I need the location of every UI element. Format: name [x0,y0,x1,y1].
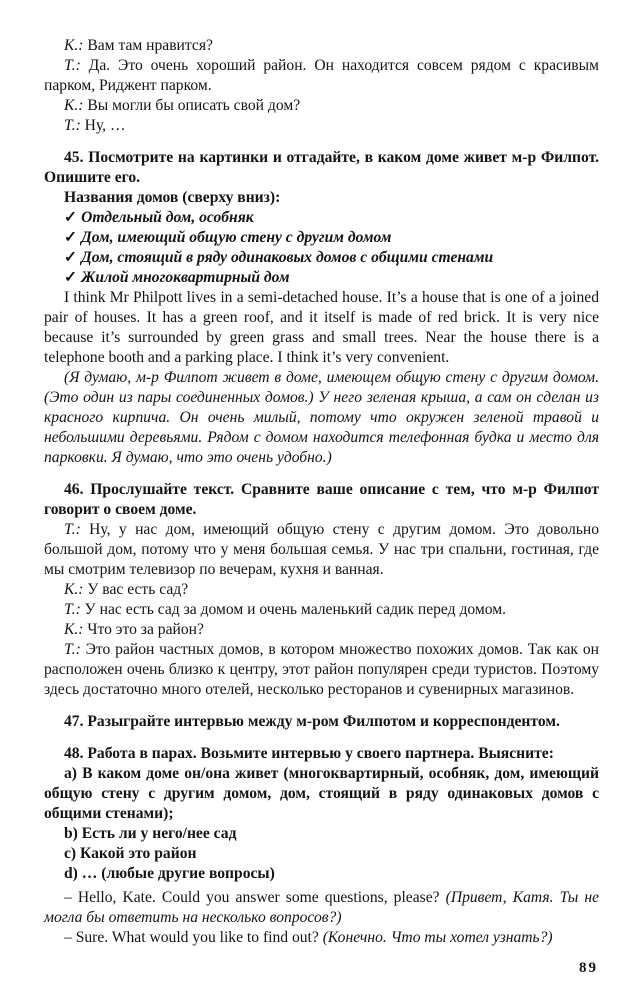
answer-english: I think Mr Philpott lives in a semi-detached house. It’s a house that is one of a joined pair of houses. It has a green roof, and it itself is made of red brick. It is very nice because it’s surrounded by green grass and small trees. Near the house there is a telephone booth and a parking place. I think it’s very convenient. [44,289,599,366]
speaker-label: Т.: [64,601,81,618]
list-item: ✓ Дом, стоящий в ряду одинаковых домов с общими стенами [64,249,494,266]
example-line: – Sure. What would you like to find out? (Конечно. Что ты хотел узнать?) [64,929,553,946]
speaker-label: Т.: [64,641,81,658]
dialogue-line: К.: Вы могли бы описать свой дом? [64,97,301,114]
task-45-subheading: Названия домов (сверху вниз): [64,189,281,206]
spacer [44,700,599,712]
dialogue-line: К.: У вас есть сад? [64,581,189,598]
answer-russian: (Я думаю, м-р Филпот живет в доме, имеющем общую стену с другим домом. (Это один из пары соединенных домов.) У него зеленая крыша, а сам он сделан из красного кирпича. Он очень милый, потому что окружен зеленой травой и небольшими деревьями. Рядом с домом находится телефонная будка и место для парковки. Я думаю, что это очень удобно.) [44,369,599,466]
list-item: ✓ Отдельный дом, особняк [64,209,254,226]
dialogue-line: К.: Вам там нравится? [64,37,213,54]
dialogue-line: К.: Что это за район? [64,621,204,638]
task-48-item-a: а) В каком доме он/она живет (многоквартирный, особняк, дом, имеющий общую стену с другим домом, дом, стоящий в ряду одинаковых домов с общими стенами); [44,765,599,822]
task-46-heading: 46. Прослушайте текст. Сравните ваше описание с тем, что м-р Филпот говорит о своем доме. [44,481,599,518]
book-page [44,36,599,948]
dialogue-line: Т.: У нас есть сад за домом и очень маленький садик перед домом. [64,601,507,618]
spacer [44,468,599,480]
example-line: – Hello, Kate. Could you answer some questions, please? (Привет, Катя. Ты не могла бы ответить на несколько вопросов?) [44,889,600,926]
task-48-heading: 48. Работа в парах. Возьмите интервью у своего партнера. Выясните: [64,745,554,762]
checkmark-icon: ✓ [64,269,78,286]
list-item: ✓ Жилой многоквартирный дом [64,269,290,286]
checkmark-icon: ✓ [64,249,78,266]
list-item: ✓ Дом, имеющий общую стену с другим домом [64,229,392,246]
page-number: 89 [579,960,598,976]
speaker-label: К.: [64,581,84,598]
house-types-list [44,208,599,288]
dialogue-line: Т.: Да. Это очень хороший район. Он находится совсем рядом с красивым парком, Риджент парком. [44,57,599,94]
spacer [44,136,599,148]
dialogue-line: Т.: Ну, … [64,117,126,134]
task-48-items [44,824,599,884]
spacer [44,732,599,744]
speaker-label: К.: [64,37,84,54]
list-item: d) … (любые другие вопросы) [64,865,275,882]
speaker-label: К.: [64,621,84,638]
speaker-label: Т.: [64,521,81,538]
task-45-heading: 45. Посмотрите на картинки и отгадайте, в каком доме живет м-р Филпот. Опишите его. [44,149,599,186]
task-47-heading: 47. Разыграйте интервью между м-ром Филпотом и корреспондентом. [64,713,560,730]
checkmark-icon: ✓ [64,209,78,226]
list-item: b) Есть ли у него/нее сад [64,825,237,842]
list-item: c) Какой это район [64,845,197,862]
speaker-label: Т.: [64,57,81,74]
dialogue-line: Т.: Это район частных домов, в котором множество похожих домов. Так как он расположен очень близко к центру, этот район популярен среди туристов. Поэтому здесь достаточно много отелей, несколько ресторанов и сувенирных магазинов. [44,641,599,698]
dialogue-line: Т.: Ну, у нас дом, имеющий общую стену с другим домом. Это довольно большой дом, потому что у меня большая семья. У нас три спальни, гостиная, где мы смотрим телевизор по вечерам, кухня и ванная. [44,521,599,578]
speaker-label: К.: [64,97,84,114]
checkmark-icon: ✓ [64,229,78,246]
speaker-label: Т.: [64,117,81,134]
